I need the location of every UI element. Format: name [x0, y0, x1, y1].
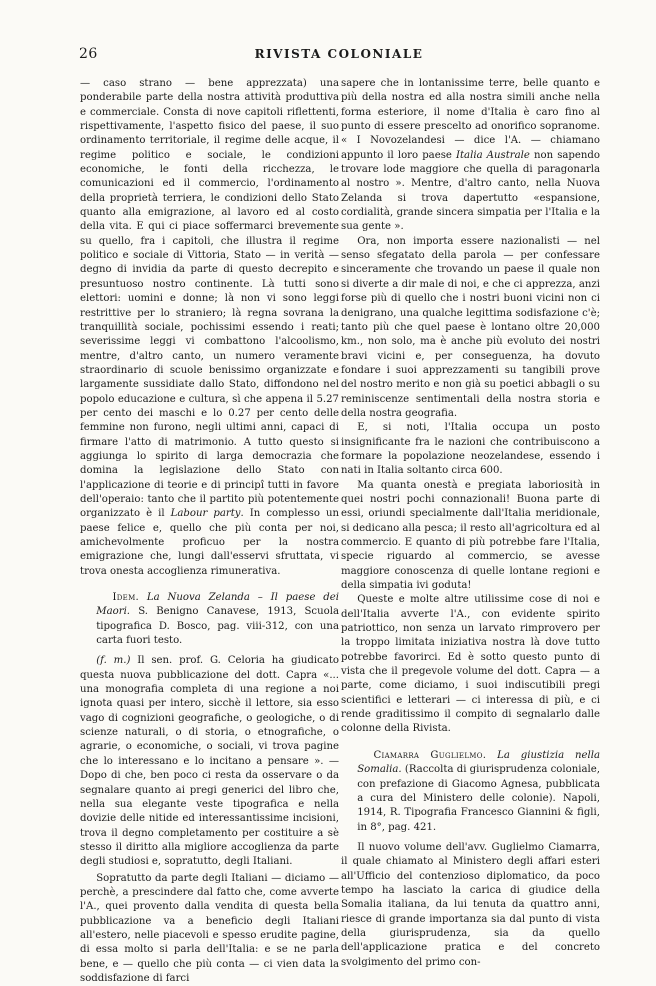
bib-details: S. Benigno Canavese, 1913, Scuola tipografica D. Bosco, pag. viii-312, con una carta fuori testo. [96, 606, 339, 647]
left-column [80, 77, 339, 986]
paragraph: E, si noti, l'Italia occupa un posto insignificante fra le nazioni che contribuiscono a formare la popolazione neozelandese, essendo i nati in Italia soltanto circa 600. [341, 422, 600, 477]
italic-text: Italia Australe [455, 149, 530, 161]
text-run: . In complesso un paese felice e, quello che più conta per noi, amichevolmente proficuo per la nostra emigrazione che, lungi dall'esservi sfruttata, vi trova onesta accoglienza rimunerativa. [80, 508, 339, 577]
text-run: — caso strano — bene apprezzata) una ponderabile parte della nostra attività produttiva e commerciale. Consta di nove capitoli riflettenti, rispettivamente, l'aspetto fisico del paese, il suo ordinamento territoriale, il regime delle acque, il regime politico e sociale, le condizioni economiche, le fonti della ricchezza, le comunicazioni ed il commercio, l'ordinamento della proprietà terriera, le condizioni dello Stato quanto alla emigrazione, al lavoro ed al costo della vita. E qui ci piace soffermarci brevemente su quello, fra i capitoli, che illustra il regime politico e sociale di Vittoria, Stato — in verità — degno di invidia da parte di questo decrepito e presuntuoso nostro continente. Là tutti sono elettori: uomini e donne; là non vi sono leggi restrittive per lo straniero; là regna sovrana la tranquillità sociale, pochissimi essendo i reati; severissime leggi vi combattono l'alcoolismo, mentre, d'altro canto, un numero veramente straordinario di scuole benissimo organizzate e largamente sussidiate dallo Stato, diffondono nel popolo educazione e cultura, sì che appena il 5.27 per cento dei maschi e lo 0.27 per cento delle femmine non furono, negli ultimi anni, capaci di firmare l'atto di matrimonio. A tutto questo si aggiunga lo spirito di larga democrazia che domina la legislazione dello Stato con l'applicazione di teorie e di principî tutti in favore dell'operaio: tanto che il partito più potentemente organizzato è il [80, 78, 339, 520]
running-header [79, 46, 599, 64]
text-run: sapere che in lontanissime terre, belle quanto e più della nostra ed alla nostra simili anche nella forma esteriore, il nome d'Italia è caro fino al punto di essere prescelto ad onorifico sopranome. « I Novozelandesi — dice l'A. — chiamano appunto il loro paese [341, 78, 600, 161]
paragraph [80, 654, 339, 869]
bib-author: Idem. [112, 592, 140, 604]
bibliographic-entry [341, 749, 600, 835]
bib-title: La giustizia nella Somalia. [357, 749, 601, 776]
paragraph: Ma quanta onestà e pregiata laboriosità in quei nostri pochi connazionali! Buona parte di essi, oriundi specialmente dall'Italia meridionale, si dedicano alla pesca; il resto all'agricoltura ed al commercio. E quanto di più potrebbe fare l'Italia, specie riguardo al commercio, se avesse maggiore conoscenza di quelle lontane regioni e della simpatia ivi goduta! [341, 479, 600, 592]
text-run: Il sen. prof. G. Celoria ha giudicato questa nuova pubblicazione del dott. Capra «... una monografia completa di una regione a noi ignota quasi per intero, sicchè il lettore, sia esso vago di cognizioni geografiche, o geologiche, o di scienze naturali, o di storia, o etnografiche, o agrarie, o economiche, o sociali, vi trova pagine che lo interessano e lo incitano a pensare ». — Dopo di che, ben poco ci resta da osservare o da segnalare quanto ai pregi generici del libro che, nella sua elegante veste tipografica e nella dovizie delle nitide ed interessantissime incisioni, trova il degno completamento per costituire a sè stesso il diritto alla migliore accoglienza da parte degli studiosi e, sopratutto, degli Italiani. [80, 655, 339, 868]
reviewer-initials: (f. m.) [96, 655, 131, 667]
page-number: 26 [79, 46, 98, 62]
paragraph: Queste e molte altre utilissime cose di noi e dell'Italia avverte l'A., con evidente spirito patriottico, non senza un larvato rimprovero per la troppo limitata iniziativa nostra là dove tutto potrebbe favorirci. Ed è sotto questo punto di vista che il pregevole volume del dott. Capra — a parte, come diciamo, i suoi indiscutibili pregi scientifici e letterari — ci interessa di più, e ci rende graditissimo il compito di segnalarlo dalle colonne della Rivista. [341, 594, 600, 735]
paragraph: Ora, non importa essere nazionalisti — nel senso sfegatato della parola — per confessare sinceramente che trovando un paese il quale non si diverte a dir male di noi, e che ci apprezza, anzi forse più di quello che i nostri buoni vicini non ci denigrano, una qualche legittima sodisfazione c'è; tanto più che quel paese è lontano oltre 20,000 km., non solo, ma è anche più evoluto dei nostri bravi vicini e, per conseguenza, ha dovuto fondare i suoi apprezzamenti su tangibili prove del nostro merito e non già su poetici abbagli o su reminiscenze sentimentali della nostra storia e della nostra geografia. [341, 235, 600, 419]
bib-author: Ciamarra Guglielmo. [373, 749, 487, 761]
paragraph: Il nuovo volume dell'avv. Guglielmo Ciamarra, il quale chiamato al Ministero degli affari esteri all'Ufficio del contenzioso diplomatico, da poco tempo ha lasciato la carica di giudice della Somalia italiana, da lui tenuta da quattro anni, riesce di grande importanza sia dal punto di vista della giurisprudenza, sia da quello dell'applicazione pratica e del concreto svolgimento del primo con- [341, 841, 600, 968]
paragraph [80, 77, 339, 579]
paragraph: Sopratutto da parte degli Italiani — diciamo — perchè, a prescindere dal fatto che, come avverte l'A., quei provento dalla vendita di questa bella pubblicazione va a beneficio degli Italiani all'estero, nelle piacevoli e spesso erudite pagine, di essa molto si parla dell'Italia: e se ne parla bene, e — quello che più conta — ci vien data la soddisfazione di farci [80, 872, 339, 984]
text-run: non sapendo trovare lode maggiore che quella di paragonarla al nostro ». Mentre, d'altro canto, nella Nuova Zelanda si trova dapertutto «espansione, cordialità, grande sincera simpatia per l'Italia e la sua gente ». [341, 149, 600, 233]
bib-details: (Raccolta di giurisprudenza coloniale, con prefazione di Giacomo Agnesa, pubblicata a cura del Ministero delle colonie). Napoli, 1914, R. Tipografia Francesco Giannini & figli, in 8°, pag. 421. [357, 764, 600, 833]
bibliographic-entry [80, 591, 339, 648]
paragraph [341, 77, 600, 235]
right-column [341, 77, 600, 970]
journal-title: RIVISTA COLONIALE [254, 47, 424, 61]
bib-title: La Nuova Zelanda – Il paese dei Maori. [96, 592, 339, 618]
italic-text: Labour party [170, 508, 241, 520]
